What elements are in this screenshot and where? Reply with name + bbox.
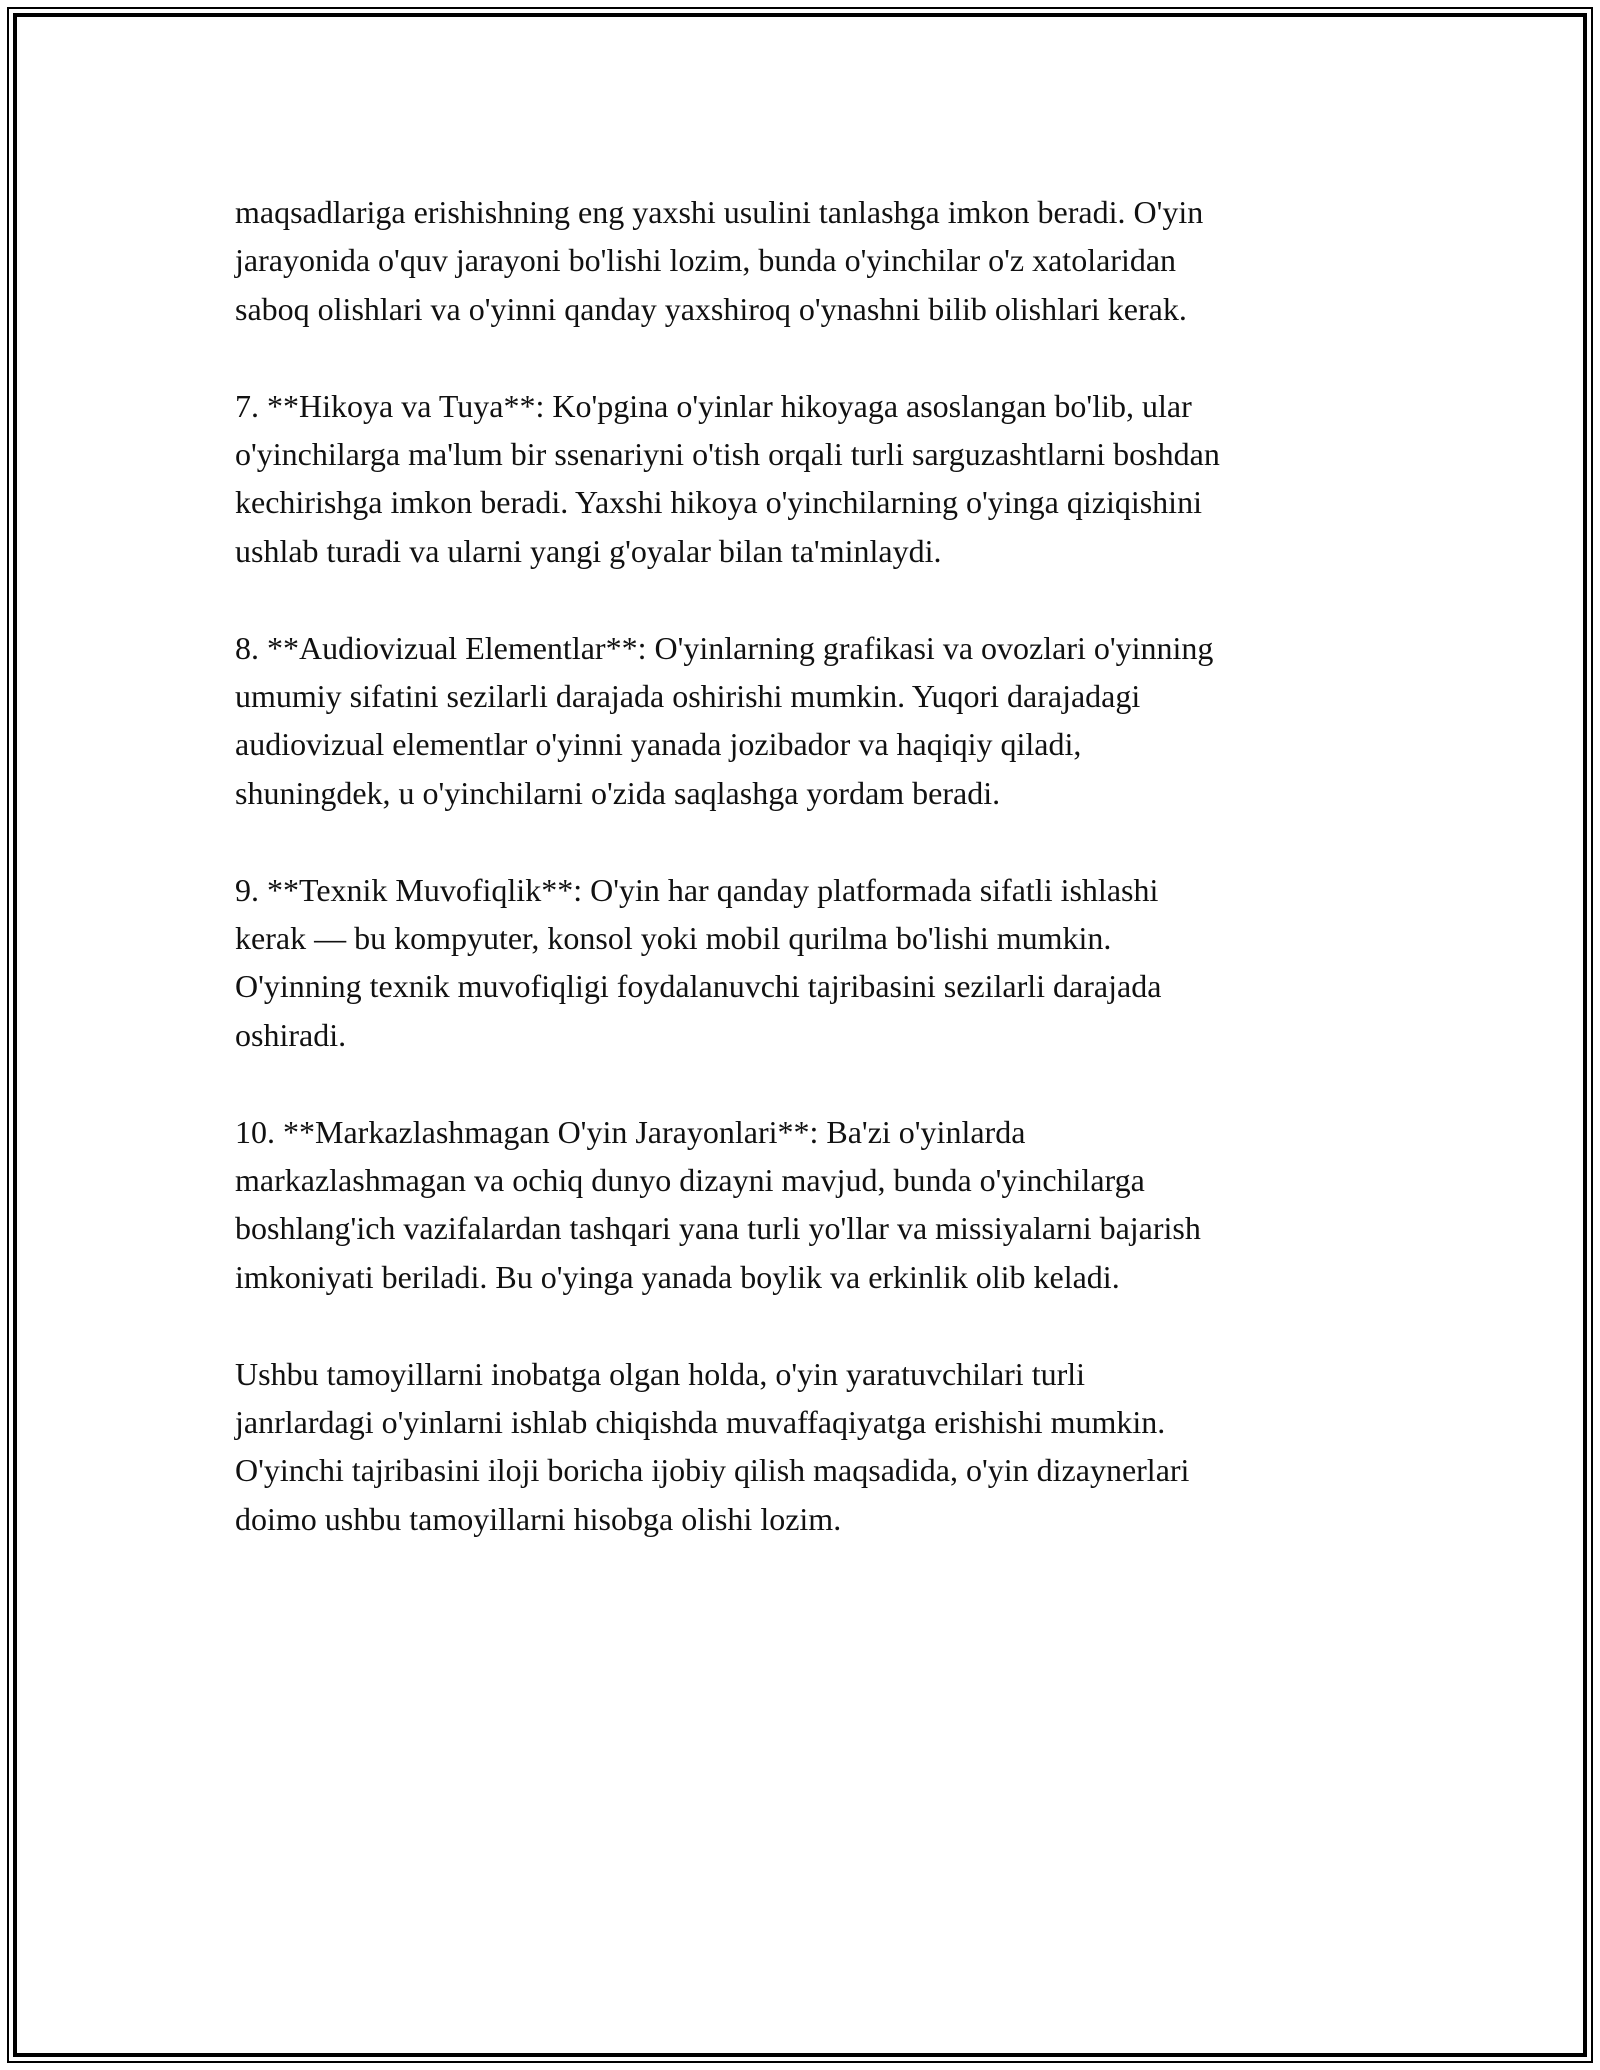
text-line: kechirishga imkon beradi. Yaxshi hikoya o'yinchilarning o'yinga qiziqishini — [235, 484, 1202, 521]
text-line: 8. **Audiovizual Elementlar**: O'yinlarning grafikasi va ovozlari o'yinning — [235, 629, 1214, 666]
paragraph-item-9 — [235, 866, 1385, 1060]
paragraph-item-8 — [235, 624, 1385, 818]
text-line: umumiy sifatini sezilarli darajada oshirishi mumkin. Yuqori darajadagi — [235, 678, 1141, 715]
text-line: O'yinning texnik muvofiqligi foydalanuvchi tajribasini sezilarli darajada — [235, 968, 1162, 1005]
paragraph-item-7 — [235, 382, 1385, 576]
text-line: janrlardagi o'yinlarni ishlab chiqishda muvaffaqiyatga erishishi mumkin. — [235, 1404, 1166, 1441]
text-line: kerak — bu kompyuter, konsol yoki mobil qurilma bo'lishi mumkin. — [235, 920, 1112, 957]
text-line: jarayonida o'quv jarayoni bo'lishi lozim, bunda o'yinchilar o'z xatolaridan — [235, 242, 1177, 279]
text-line: boshlang'ich vazifalardan tashqari yana turli yo'llar va missiyalarni bajarish — [235, 1210, 1201, 1247]
text-line: doimo ushbu tamoyillarni hisobga olishi lozim. — [235, 1500, 842, 1537]
text-line: 9. **Texnik Muvofiqlik**: O'yin har qanday platformada sifatli ishlashi — [235, 871, 1159, 908]
text-line: O'yinchi tajribasini iloji boricha ijobiy qilish maqsadida, o'yin dizaynerlari — [235, 1452, 1190, 1489]
text-line: saboq olishlari va o'yinni qanday yaxshiroq o'ynashni bilib olishlari kerak. — [235, 290, 1187, 327]
text-line: 10. **Markazlashmagan O'yin Jarayonlari**: Ba'zi o'yinlarda — [235, 1113, 1026, 1150]
text-line: maqsadlariga erishishning eng yaxshi usulini tanlashga imkon beradi. O'yin — [235, 194, 1204, 230]
document-body — [235, 188, 1385, 1543]
paragraph-item-10 — [235, 1108, 1385, 1302]
text-line: Ushbu tamoyillarni inobatga olgan holda, o'yin yaratuvchilari turli — [235, 1355, 1086, 1392]
text-line: markazlashmagan va ochiq dunyo dizayni mavjud, bunda o'yinchilarga — [235, 1162, 1145, 1199]
text-line: imkoniyati beriladi. Bu o'yinga yanada boylik va erkinlik olib keladi. — [235, 1258, 1120, 1295]
paragraph-conclusion — [235, 1350, 1385, 1544]
text-line: o'yinchilarga ma'lum bir ssenariyni o'tish orqali turli sarguzashtlarni boshdan — [235, 436, 1220, 473]
text-line: 7. **Hikoya va Tuya**: Ko'pgina o'yinlar hikoyaga asoslangan bo'lib, ular — [235, 387, 1192, 424]
text-line: oshiradi. — [235, 1016, 347, 1053]
text-line: ushlab turadi va ularni yangi g'oyalar bilan ta'minlaydi. — [235, 532, 942, 569]
text-line: shuningdek, u o'yinchilarni o'zida saqlashga yordam beradi. — [235, 774, 1001, 811]
paragraph-continuation — [235, 188, 1385, 333]
text-line: audiovizual elementlar o'yinni yanada jozibador va haqiqiy qiladi, — [235, 726, 1082, 763]
